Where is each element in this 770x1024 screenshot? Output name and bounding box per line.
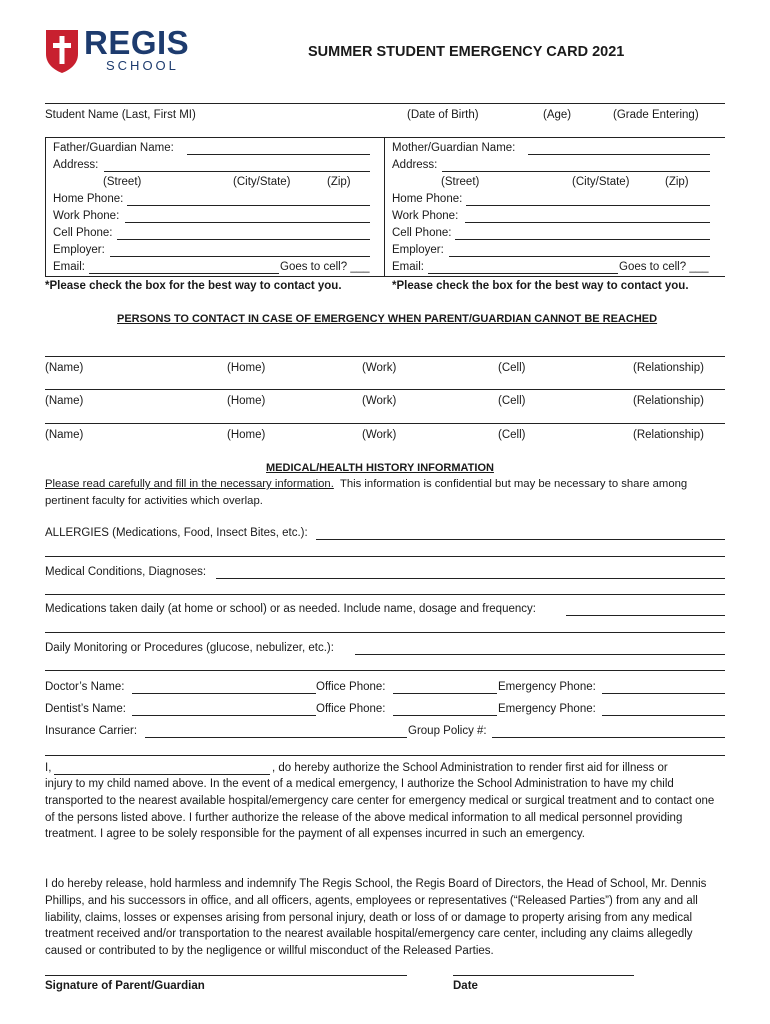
doctor-label: Doctor’s Name: [45, 681, 125, 693]
father-name-field[interactable] [187, 154, 370, 155]
authorization-body: injury to my child named above. In the event of a medical emergency, I authorize the School Administration to have my child transported to the nearest available hospital/emergency care center for emergency medical or surgical treatment and to contact one of the persons listed above. I further authorize the release of the above medical information to all medical personnel providing treatment. I agree to be solely responsible for the payment of all expenses incurred in such an emergency. [45, 778, 715, 841]
father-city-label: (City/State) [233, 176, 291, 188]
father-cell-label: Cell Phone: [53, 227, 113, 239]
mother-email-label: Email: [392, 261, 424, 273]
conditions-field-2[interactable] [45, 594, 725, 595]
father-street-label: (Street) [103, 176, 142, 188]
medications-field-2[interactable] [45, 632, 725, 633]
doctor-office-label: Office Phone: [316, 681, 386, 693]
contacts-heading: PERSONS TO CONTACT IN CASE OF EMERGENCY WHEN PARENT/GUARDIAN CANNOT BE REACHED [117, 313, 658, 325]
mother-employer-field[interactable] [449, 256, 710, 257]
contact-3-name: (Name) [45, 429, 84, 441]
form-title: SUMMER STUDENT EMERGENCY CARD 2021 [308, 44, 625, 60]
mother-check-note: *Please check the box for the best way to contact you. [392, 280, 689, 292]
mother-address-label: Address: [392, 159, 438, 171]
contact-line-1[interactable] [45, 356, 725, 357]
date-label: Date [453, 980, 478, 992]
group-policy-field[interactable] [492, 737, 725, 738]
medical-intro-underlined: Please read carefully and fill in the necessary information. [45, 478, 334, 490]
doctor-office-field[interactable] [393, 693, 497, 694]
contact-2-relationship: (Relationship) [633, 395, 704, 407]
doctor-name-field[interactable] [132, 693, 316, 694]
signature-field[interactable] [45, 975, 407, 976]
monitoring-field[interactable] [355, 654, 725, 655]
medical-heading: MEDICAL/HEALTH HISTORY INFORMATION [266, 462, 494, 474]
insurance-label: Insurance Carrier: [45, 725, 138, 737]
logo-subtitle: SCHOOL [106, 58, 179, 73]
authorization-divider [45, 755, 725, 756]
contact-line-2[interactable] [45, 389, 725, 390]
date-field[interactable] [453, 975, 634, 976]
grade-label: (Grade Entering) [613, 109, 699, 121]
dentist-office-label: Office Phone: [316, 703, 386, 715]
authorizing-parent-field[interactable] [54, 774, 270, 775]
authorization-i: I, [45, 762, 52, 774]
mother-name-label: Mother/Guardian Name: [392, 142, 516, 154]
doctor-emergency-label: Emergency Phone: [498, 681, 596, 693]
dentist-label: Dentist’s Name: [45, 703, 126, 715]
conditions-label: Medical Conditions, Diagnoses: [45, 566, 207, 578]
age-label: (Age) [543, 109, 572, 121]
mother-employer-label: Employer: [392, 244, 444, 256]
father-work-field[interactable] [125, 222, 370, 223]
father-goes-to-cell[interactable]: Goes to cell? ___ [280, 261, 370, 273]
mother-goes-to-cell[interactable]: Goes to cell? ___ [619, 261, 709, 273]
father-employer-label: Employer: [53, 244, 105, 256]
contact-1-relationship: (Relationship) [633, 362, 704, 374]
contact-3-home: (Home) [227, 429, 266, 441]
contact-1-work: (Work) [362, 362, 397, 374]
contact-3-relationship: (Relationship) [633, 429, 704, 441]
father-cell-field[interactable] [117, 239, 370, 240]
monitoring-label: Daily Monitoring or Procedures (glucose, nebulizer, etc.): [45, 642, 334, 654]
medical-intro [45, 476, 727, 510]
monitoring-field-2[interactable] [45, 670, 725, 671]
contact-1-home: (Home) [227, 362, 266, 374]
dob-label: (Date of Birth) [407, 109, 479, 121]
mother-email-field[interactable] [428, 273, 618, 274]
father-employer-field[interactable] [110, 256, 370, 257]
group-policy-label: Group Policy #: [408, 725, 487, 737]
father-name-label: Father/Guardian Name: [53, 142, 174, 154]
medications-field[interactable] [566, 615, 725, 616]
father-email-field[interactable] [89, 273, 279, 274]
doctor-emergency-field[interactable] [602, 693, 725, 694]
dentist-name-field[interactable] [132, 715, 316, 716]
dentist-emergency-field[interactable] [602, 715, 725, 716]
father-zip-label: (Zip) [327, 176, 351, 188]
contact-3-cell: (Cell) [498, 429, 526, 441]
contact-3-work: (Work) [362, 429, 397, 441]
allergies-label: ALLERGIES (Medications, Food, Insect Bites, etc.): [45, 527, 308, 539]
conditions-field[interactable] [216, 578, 725, 579]
contact-1-cell: (Cell) [498, 362, 526, 374]
mother-street-label: (Street) [441, 176, 480, 188]
contact-2-home: (Home) [227, 395, 266, 407]
mother-cell-label: Cell Phone: [392, 227, 452, 239]
mother-home-field[interactable] [466, 205, 710, 206]
student-name-label: Student Name (Last, First MI) [45, 109, 196, 121]
logo-name: REGIS [84, 24, 190, 61]
mother-address-field[interactable] [442, 171, 710, 172]
father-work-label: Work Phone: [53, 210, 120, 222]
dentist-office-field[interactable] [393, 715, 497, 716]
mother-name-field[interactable] [528, 154, 710, 155]
father-email-label: Email: [53, 261, 85, 273]
allergies-field-2[interactable] [45, 556, 725, 557]
mother-home-label: Home Phone: [392, 193, 463, 205]
mother-work-field[interactable] [465, 222, 710, 223]
allergies-field[interactable] [316, 539, 725, 540]
release-paragraph: I do hereby release, hold harmless and indemnify The Regis School, the Regis Board of Directors, the Head of School, Mr. Dennis Phillips, and his successors in office, and all officers, agents, employees or representatives (“Released Parties”) from any and all liability, claims, losses or expenses arising from personal injury, death or loss of or damage to property arising from any medical treatment received and/or transportation to the nearest available hospital/emergency care center, including any claims allegedly caused or contributed to by the negligence or willful misconduct of the Released Parties. [45, 878, 707, 958]
student-line[interactable] [45, 103, 725, 104]
dentist-emergency-label: Emergency Phone: [498, 703, 596, 715]
father-home-label: Home Phone: [53, 193, 124, 205]
father-address-label: Address: [53, 159, 99, 171]
insurance-field[interactable] [145, 737, 407, 738]
father-address-field[interactable] [104, 171, 370, 172]
contact-2-work: (Work) [362, 395, 397, 407]
authorization-first-line: , do hereby authorize the School Administration to render first aid for illness or [272, 762, 668, 774]
contact-2-cell: (Cell) [498, 395, 526, 407]
mother-work-label: Work Phone: [392, 210, 459, 222]
mother-zip-label: (Zip) [665, 176, 689, 188]
shield-cross-icon [44, 28, 80, 74]
contact-2-name: (Name) [45, 395, 84, 407]
medications-label: Medications taken daily (at home or school) or as needed. Include name, dosage and frequency: [45, 603, 536, 615]
contact-1-name: (Name) [45, 362, 84, 374]
contact-line-3[interactable] [45, 423, 725, 424]
mother-cell-field[interactable] [455, 239, 710, 240]
school-logo [44, 24, 204, 74]
mother-city-label: (City/State) [572, 176, 630, 188]
signature-label: Signature of Parent/Guardian [45, 980, 205, 992]
father-home-field[interactable] [127, 205, 370, 206]
medical-intro-rest: This information is confidential but may be necessary to share among pertinent faculty for activities which overlap. [45, 478, 688, 507]
father-check-note: *Please check the box for the best way to contact you. [45, 280, 342, 292]
